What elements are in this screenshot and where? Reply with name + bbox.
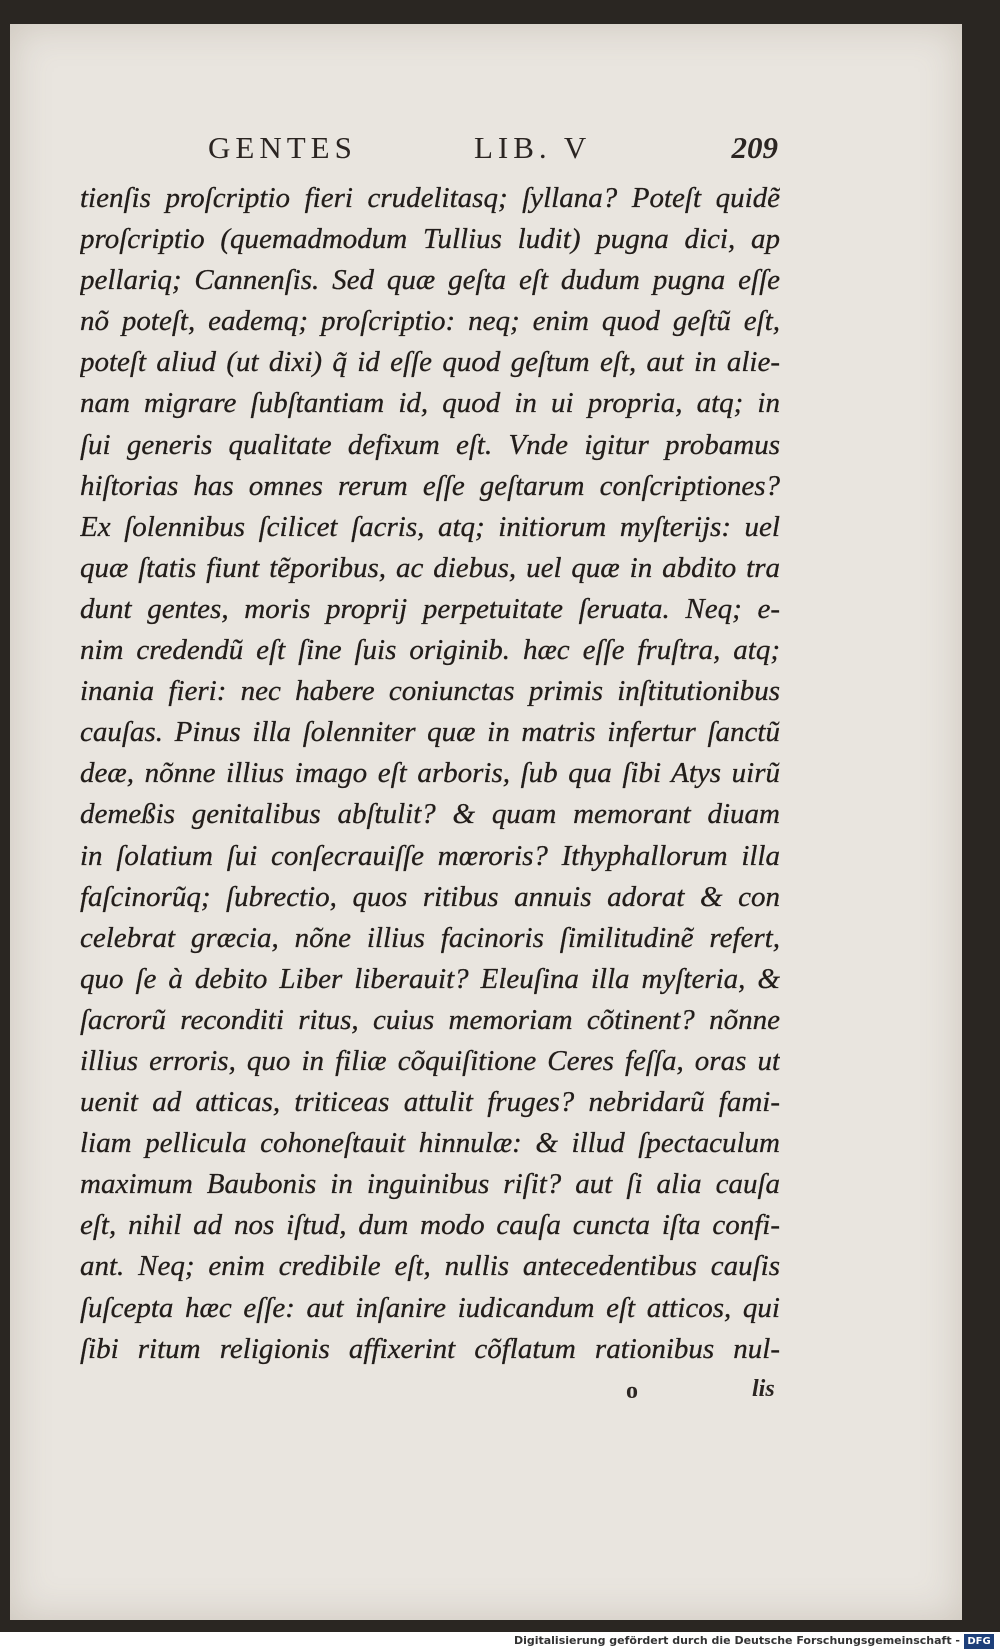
digitization-footer — [0, 1632, 1000, 1652]
signature-mark: o — [626, 1378, 638, 1404]
text-line: nõ poteſt, eademq; proſcriptio: neq; enim quod geſtũ eſt, — [80, 305, 780, 338]
text-line: Ex ſolennibus ſcilicet ſacris, atq; initiorum myſterijs: uel — [80, 510, 780, 543]
text-line: quo ſe à debito Liber liberauit? Eleuſina illa myſteria, & — [80, 962, 780, 995]
text-line: pellariq; Cannenſis. Sed quæ geſta eſt dudum pugna eſſe — [80, 264, 780, 297]
text-line: poteſt aliud (ut dixi) q̃ id eſſe quod geſtum eſt, aut in alie- — [80, 346, 780, 379]
text-line: in ſolatium ſui conſecrauiſſe mœroris? Ithyphallorum illa — [80, 839, 780, 872]
body-text — [80, 178, 780, 1370]
text-line: inania fieri: nec habere coniunctas primis inſtitutionibus — [80, 675, 780, 708]
text-line: ſacrorũ reconditi ritus, cuius memoriam cõtinent? nõnne — [80, 1003, 780, 1036]
catchword: lis — [752, 1376, 775, 1402]
running-head — [208, 130, 778, 170]
text-line: cauſas. Pinus illa ſolenniter quæ in matris infertur ſanctũ — [80, 716, 780, 749]
text-line: demeßis genitalibus abſtulit? & quam memorant diuam — [80, 798, 780, 831]
text-line: nam migrare ſubſtantiam id, quod in ui propria, atq; in — [80, 387, 780, 420]
text-line: quæ ſtatis fiunt tẽporibus, ac diebus, uel quæ in abdito tra — [80, 551, 780, 584]
page-number: 209 — [731, 130, 778, 165]
text-line: illius erroris, quo in filiæ cõquiſitione Ceres feſſa, oras ut — [80, 1044, 780, 1077]
text-line: ſibi ritum religionis affixerint cõflatum rationibus nul- — [80, 1332, 780, 1365]
text-line: hiſtorias has omnes rerum eſſe geſtarum conſcriptiones? — [80, 469, 780, 502]
text-line: liam pellicula cohoneſtauit hinnulæ: & illud ſpectaculum — [80, 1127, 780, 1160]
text-line: ſuſcepta hæc eſſe: aut inſanire iudicandum eſt atticos, qui — [80, 1291, 780, 1324]
text-line: ſui generis qualitate defixum eſt. Vnde igitur probamus — [80, 428, 780, 461]
text-line: faſcinorũq; ſubrectio, quos ritibus annuis adorat & con — [80, 880, 780, 913]
text-line: nim credendũ eſt ſine ſuis originib. hæc eſſe fruſtra, atq; — [80, 634, 780, 667]
text-line: ant. Neq; enim credibile eſt, nullis antecedentibus cauſis — [80, 1250, 780, 1283]
running-head-book: LIB. V — [474, 130, 592, 165]
text-line: celebrat græcia, nõne illius facinoris ſimilitudinẽ refert, — [80, 921, 780, 954]
text-line: maximum Baubonis in inguinibus riſit? aut ſi alia cauſa — [80, 1168, 780, 1201]
text-line: uenit ad atticas, triticeas attulit fruges? nebridarũ fami- — [80, 1086, 780, 1119]
text-line: deæ, nõnne illius imago eſt arboris, ſub qua ſibi Atys uirũ — [80, 757, 780, 790]
footer-credit: Digitalisierung gefördert durch die Deutsche Forschungsgemeinschaft - — [513, 1634, 960, 1647]
dfg-logo-icon: DFG — [964, 1634, 994, 1649]
text-line: tienſis proſcriptio fieri crudelitasq; ſyllana? Poteſt quidẽ — [80, 182, 780, 214]
text-line: dunt gentes, moris proprij perpetuitate ſeruata. Neq; e- — [80, 592, 780, 625]
text-line: proſcriptio (quemadmodum Tullius ludit) pugna dici, ap — [80, 223, 780, 256]
running-head-title: GENTES — [208, 130, 357, 165]
text-line: eſt, nihil ad nos iſtud, dum modo cauſa cuncta iſta confi- — [80, 1209, 780, 1242]
